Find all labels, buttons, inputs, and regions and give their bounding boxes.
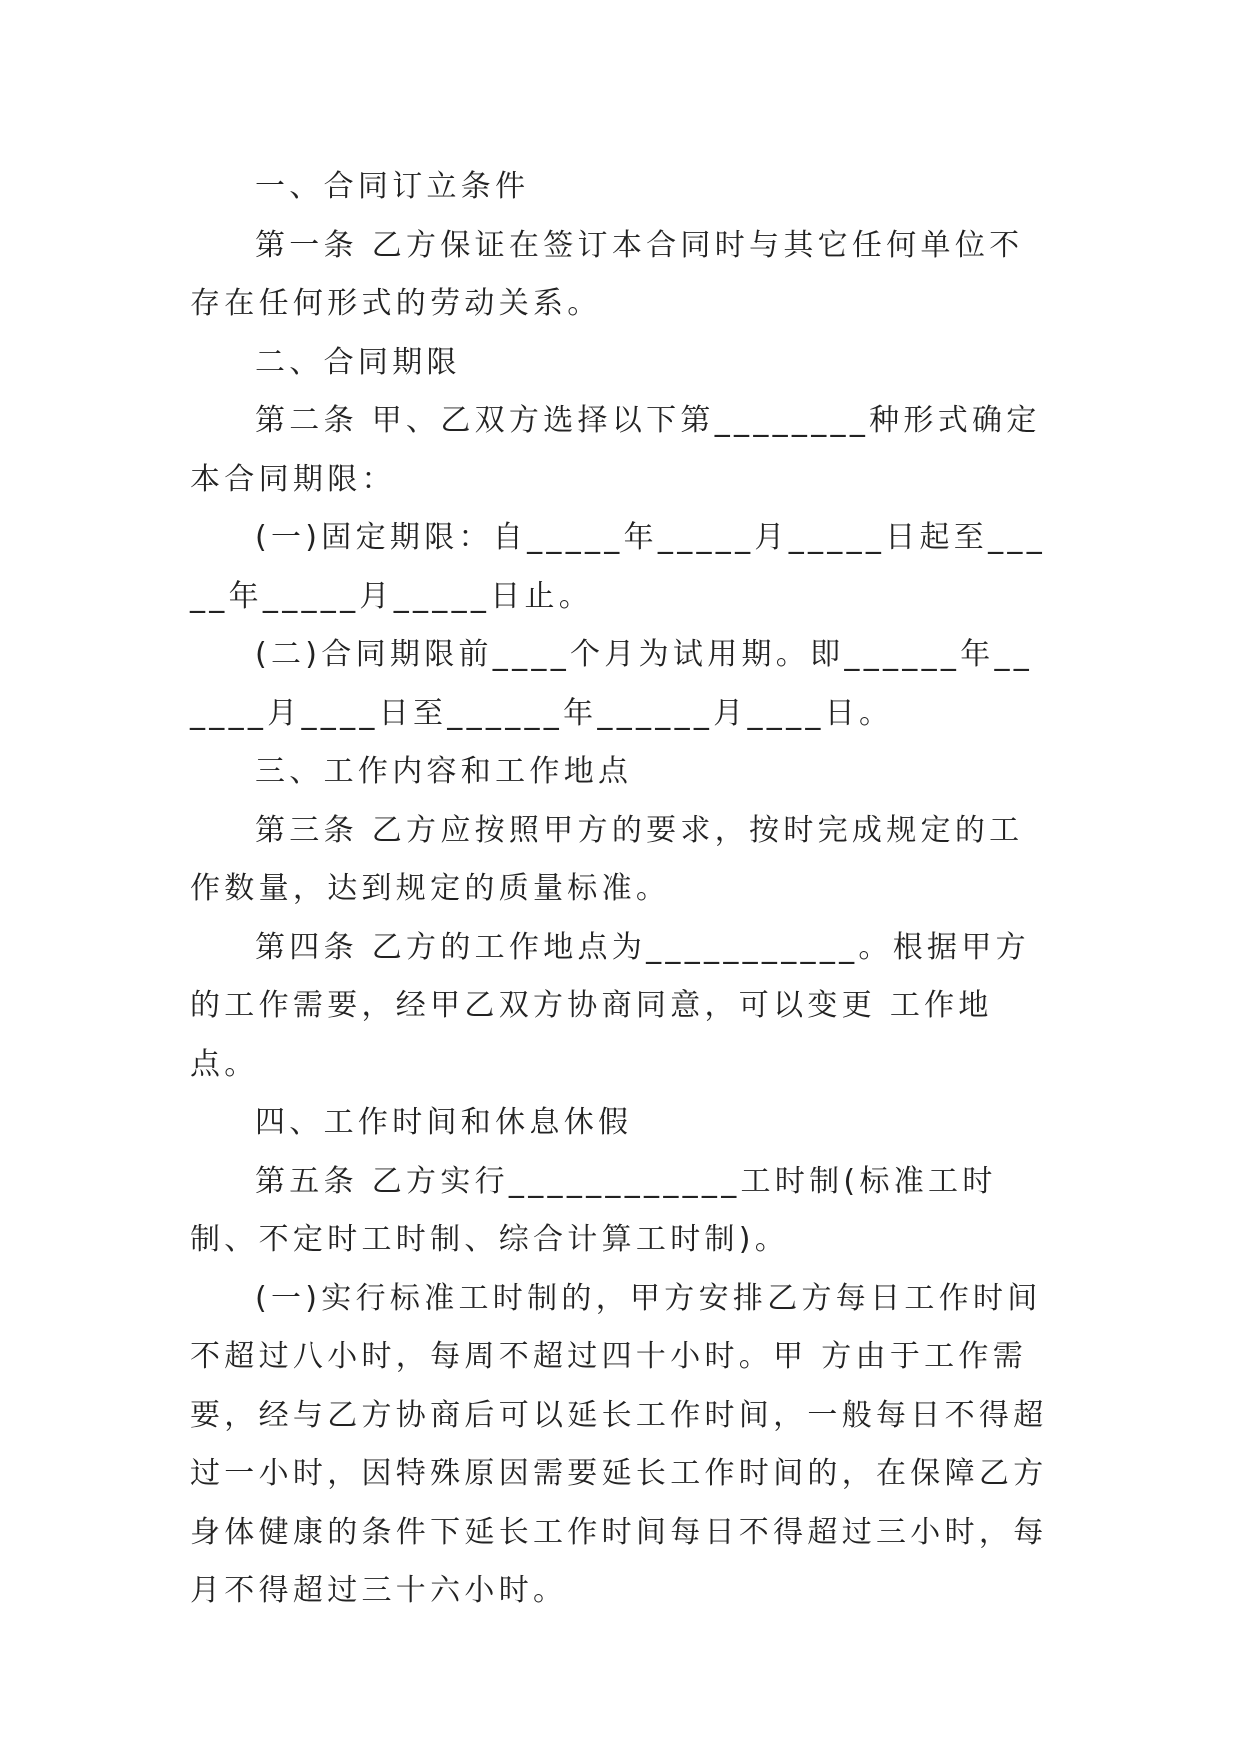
section-heading-contract-term: 二、合同期限 (255, 344, 461, 380)
section-heading-work-content: 三、工作内容和工作地点 (255, 754, 633, 789)
section-heading-working-hours: 四、工作时间和休息休假 (255, 1105, 633, 1140)
article-1: 第一条 乙方保证在签订本合同时与其它任何单位不存在任何形式的劳动关系。 (190, 227, 1024, 321)
article-4: 第四条 乙方的工作地点为___________。根据甲方的工作需要，经甲乙双方协商同意，可以变更 工作地点。 (190, 929, 1030, 1082)
document-page (190, 158, 1050, 1621)
clause-fixed-term: (一)固定期限：自_____年_____月_____日起至_____年_____月_____日止。 (190, 520, 1047, 614)
clause-probation: (二)合同期限前____个月为试用期。即______年______月____日至______年______月____日。 (190, 637, 1034, 731)
article-2: 第二条 甲、乙双方选择以下第________种形式确定本合同期限： (190, 403, 1041, 497)
section-heading-contract-conditions: 一、合同订立条件 (255, 169, 530, 204)
clause-standard-hours: (一)实行标准工时制的，甲方安排乙方每日工作时间不超过八小时，每周不超过四十小时。甲 方由于工作需要，经与乙方协商后可以延长工作时间，一般每日不得超过一小时，因特殊原因需要延长工作时间的，在保障乙方身体健康的条件下延长工作时间每日不得超过三小时，每月不得超过三十六小时。 (190, 1280, 1048, 1608)
article-3: 第三条 乙方应按照甲方的要求，按时完成规定的工作数量，达到规定的质量标准。 (190, 812, 1024, 906)
article-5: 第五条 乙方实行____________工时制(标准工时制、不定时工时制、综合计算工时制)。 (190, 1163, 997, 1257)
